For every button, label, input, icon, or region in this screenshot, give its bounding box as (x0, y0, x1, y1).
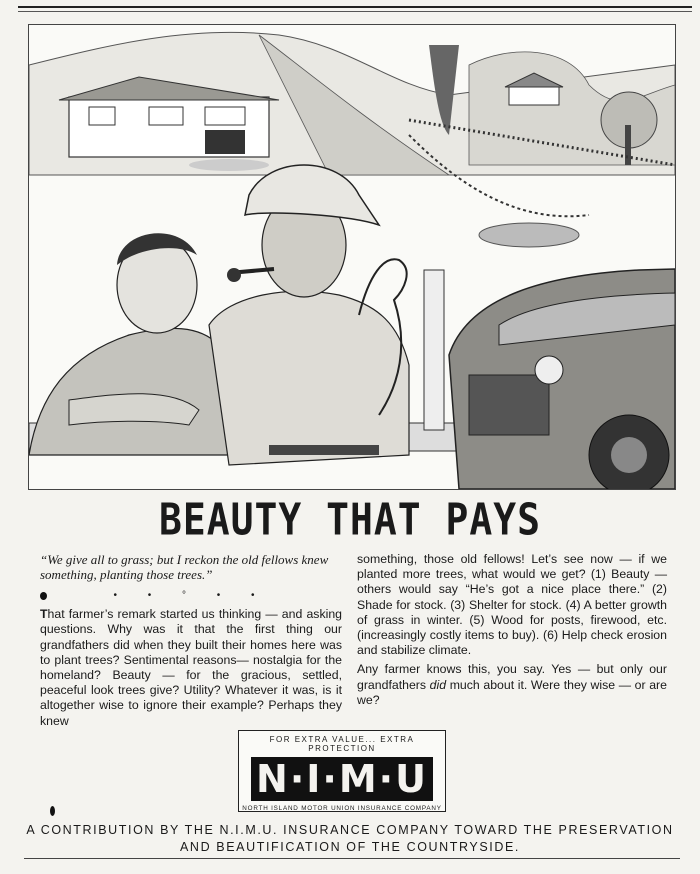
car-headlight (535, 356, 563, 384)
distant-farmhouse (509, 87, 559, 105)
house-window (205, 107, 245, 125)
bush (189, 159, 269, 171)
top-rule-thin (18, 11, 692, 12)
left-column (40, 552, 342, 733)
logo-mark: N·I·M·U (251, 757, 433, 801)
right-paragraph-2 (357, 662, 667, 708)
right-paragraph-2-end: much about it. Were they wise — or are we? (357, 677, 667, 707)
dot-separator: • • ° • • (113, 590, 269, 601)
illustration-svg (29, 25, 675, 489)
young-man-body (29, 328, 229, 455)
headline: BEAUTY THAT PAYS (158, 494, 542, 545)
car-hubcap (611, 437, 647, 473)
right-paragraph-2-start: Any farmer knows this, you say. Yes — but only our grandfathers (357, 662, 667, 692)
footer-line-1: A CONTRIBUTION BY THE N.I.M.U. INSURANCE COMPANY TOWARD THE PRESERVATION (26, 823, 674, 837)
right-paragraph-2-emphasis: did (429, 677, 447, 692)
house-porch (205, 130, 245, 154)
house-window (149, 107, 183, 125)
nimu-logo-box (238, 730, 446, 812)
farm-scene-illustration (28, 24, 676, 490)
logo-tagline: FOR EXTRA VALUE... EXTRA PROTECTION (269, 735, 415, 753)
farmer-shirt (209, 291, 409, 465)
top-rule (18, 6, 692, 8)
tree-trunk (625, 125, 631, 165)
ink-blot (40, 592, 47, 600)
house-window (89, 107, 115, 125)
bottom-rule (24, 858, 680, 859)
farmer-quote: “We give all to grass; but I reckon the old fellows knew something, planting those trees.” (40, 552, 329, 582)
right-paragraph-1: something, those old fellows! Let’s see now — if we planted more trees, what would we get? (1) Beauty — others would say “He’s got a nice place there.” (2) Shade for stock. (3) Shelter for stock. (4) A better growth of grass in winter. (5) Wood for posts, firewood, etc. (increasingly costly items to buy). (6) Help check erosion and stabilize climate. (357, 552, 667, 658)
gate-post (424, 270, 444, 430)
car-grille (469, 375, 549, 435)
shrubs (479, 223, 579, 247)
footer-line-2: AND BEAUTIFICATION OF THE COUNTRYSIDE. (180, 840, 520, 854)
pipe-bowl (227, 268, 241, 282)
ink-blot (50, 806, 55, 816)
left-paragraph: That farmer’s remark started us thinking — and asking questions. Why was it that the first thing our grandfathers did when they built their homes here was to plant trees? Sentimental reasons— nostalgia for the homeland? Beauty — for the gracious, settled, peaceful look trees give? Utility? Whatever it was, is it altogether wise to ignore their example? Perhaps they knew (40, 607, 342, 728)
farmer-belt (269, 445, 379, 455)
logo-company-name: NORTH ISLAND MOTOR UNION INSURANCE COMPANY (242, 805, 442, 812)
right-column (357, 552, 667, 712)
footer (0, 822, 700, 856)
